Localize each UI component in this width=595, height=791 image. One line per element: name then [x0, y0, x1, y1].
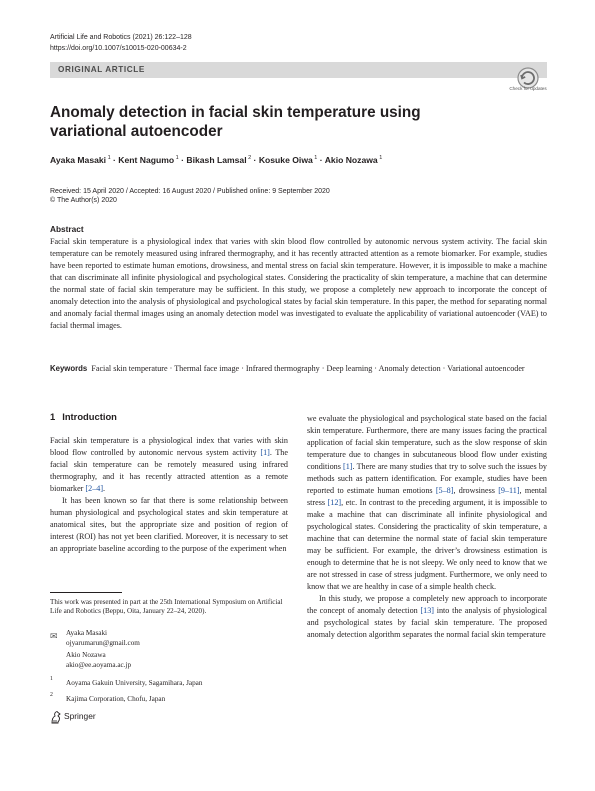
- citation-link[interactable]: [5–8]: [435, 486, 454, 495]
- citation-link[interactable]: [12]: [327, 498, 342, 507]
- body-paragraph: [307, 413, 547, 593]
- body-text: Facial skin temperature is a physiological index that varies with skin blood flow controlled by autonomic nervous system activity: [50, 436, 288, 457]
- contact-email[interactable]: ojyarumarun@gmail.com: [66, 639, 140, 647]
- envelope-icon: ✉: [50, 631, 58, 641]
- body-text: , drowsiness: [453, 486, 499, 495]
- publisher-name: Springer: [64, 711, 96, 721]
- citation-link[interactable]: [1]: [260, 448, 270, 457]
- affiliation-number: 1: [50, 676, 53, 682]
- citation-link[interactable]: [2–4]: [85, 484, 104, 493]
- citation-link[interactable]: [9–11]: [498, 486, 520, 495]
- abstract-text: Facial skin temperature is a physiological index that varies with skin blood flow controlled by autonomic nervous system activity. The facial skin temperature can be remotely measured using infrared thermography, and it has recently attracted attention as a remote biomarker. For example, studies have been reported to estimate human emotions, drowsiness, and mental stress on facial skin temperature. However, it is impossible to make a machine that can discriminate all infinite physiological and psychological states. Considering the practicality of skin temperature, a machine that can determine the normal state of facial skin temperature may be sufficient. In this study, we propose a completely new approach to incorporate the concept of anomaly detection into the analysis of physiological and psychological states by facial skin temperature. In this paper, the method for separating normal and anomaly facial thermal images using an anomaly detection model was investigated to evaluate the applicability of variational autoencoder (VAE) to facial thermal images.: [50, 237, 547, 330]
- author-separator: ·: [251, 155, 259, 165]
- author-affiliation-marker: 1: [377, 155, 383, 162]
- body-text: . The facial skin temperature can be remotely measured using infrared thermography, and it has recently attracted attention as a remote biomarker: [50, 448, 288, 493]
- author-name[interactable]: Bikash Lamsal: [186, 155, 247, 165]
- body-column-left: [50, 435, 288, 555]
- contact-email[interactable]: akio@ee.aoyama.ac.jp: [66, 661, 132, 669]
- author-separator: ·: [110, 155, 119, 165]
- check-for-updates-label[interactable]: Check for updates: [509, 86, 547, 91]
- journal-citation: Artificial Life and Robotics (2021) 26:122–128: [50, 34, 192, 41]
- author-name[interactable]: Kosuke Oiwa: [258, 155, 313, 165]
- keywords-text: Facial skin temperature · Thermal face image · Infrared thermography · Deep learning · Anomaly detection · Variational autoencoder: [91, 364, 525, 373]
- springer-horse-icon: [50, 710, 62, 724]
- body-paragraph: [50, 495, 288, 555]
- check-for-updates-icon[interactable]: [510, 66, 546, 102]
- affiliation: Kajima Corporation, Chofu, Japan: [66, 695, 166, 703]
- body-column-right: [307, 413, 547, 641]
- article-type-label: ORIGINAL ARTICLE: [58, 65, 145, 74]
- body-paragraph: [50, 435, 288, 495]
- body-text: It has been known so far that there is some relationship between human physiological and psychological states and skin temperature at anatomical sites, but the appropriate size and position of region of interest (ROI) has not yet been clarified. Moreover, it is necessary to set an appropriate baseline according to the purpose of the experiment when: [50, 496, 288, 553]
- section-heading-introduction: [50, 411, 117, 422]
- keywords-label: Keywords: [50, 364, 88, 373]
- citation-link[interactable]: [1]: [343, 462, 353, 471]
- author-name[interactable]: Kent Nagumo: [118, 155, 175, 165]
- author-affiliation-marker: 1: [106, 155, 111, 162]
- body-paragraph: [307, 593, 547, 641]
- author-separator: ·: [317, 155, 325, 165]
- affiliation: Aoyama Gakuin University, Sagamihara, Japan: [66, 679, 203, 687]
- author-list: [50, 155, 382, 165]
- affiliation-number: 2: [50, 692, 53, 698]
- author-name[interactable]: Akio Nozawa: [324, 155, 378, 165]
- footnote: This work was presented in part at the 25th International Symposium on Artificial Life and Robotics (Beppu, Oita, January 22–24, 2020).: [50, 598, 283, 616]
- body-text: , mental stress: [307, 486, 547, 507]
- author-affiliation-marker: 1: [174, 155, 179, 162]
- section-number: 1: [50, 411, 56, 422]
- body-text: In this study, we propose a completely new approach to incorporate the concept of anomaly detection: [307, 594, 547, 615]
- body-text: . There are many studies that try to solve such the issues by methods such as pattern identification. For example, studies have been reported to estimate human emotions: [307, 462, 547, 495]
- abstract-heading: Abstract: [50, 224, 84, 234]
- author-affiliation-marker: 1: [312, 155, 318, 162]
- author-separator: ·: [178, 155, 187, 165]
- keywords: [50, 363, 547, 375]
- section-title: Introduction: [62, 411, 117, 422]
- body-text: , etc. In contrast to the preceding argument, it is impossible to make a machine that can discriminate all infinite physiological and psychological states. Considering the practicality of skin temperature, a machine that can determine the normal state of facial skin temperature may be sufficient. For example, the driver’s drowsiness estimation is enough to determine that he is not sleepy. We only need to know that we are not stressed in case of stress judgment. Furthermore, we only need to know that we are healthy in case of a simple health check.: [307, 498, 547, 591]
- article-title: Anomaly detection in facial skin temperature using variational autoencoder: [50, 104, 421, 140]
- body-text: we evaluate the physiological and psychological state based on the facial skin temperature. Furthermore, there are many issues facing the practical application of facial skin temperature, such as the slow response of skin temperature due to changes in subcutaneous blood flow under existing conditions: [307, 414, 547, 471]
- doi-link[interactable]: https://doi.org/10.1007/s10015-020-00634-2: [50, 45, 187, 52]
- contact-name: Ayaka Masaki: [66, 629, 108, 637]
- body-text: .: [103, 484, 106, 493]
- copyright: © The Author(s) 2020: [50, 197, 117, 204]
- footnote-divider: [50, 592, 122, 593]
- citation-link[interactable]: [13]: [420, 606, 434, 615]
- publication-dates: Received: 15 April 2020 / Accepted: 16 August 2020 / Published online: 9 September 2020: [50, 188, 330, 195]
- author-affiliation-marker: 2: [246, 155, 252, 162]
- body-text: into the analysis of physiological and psychological states by facial skin temperature. The proposed anomaly detection algorithm separates the normal facial skin temperature: [307, 606, 547, 639]
- author-name[interactable]: Ayaka Masaki: [50, 155, 107, 165]
- contact-name: Akio Nozawa: [66, 651, 106, 659]
